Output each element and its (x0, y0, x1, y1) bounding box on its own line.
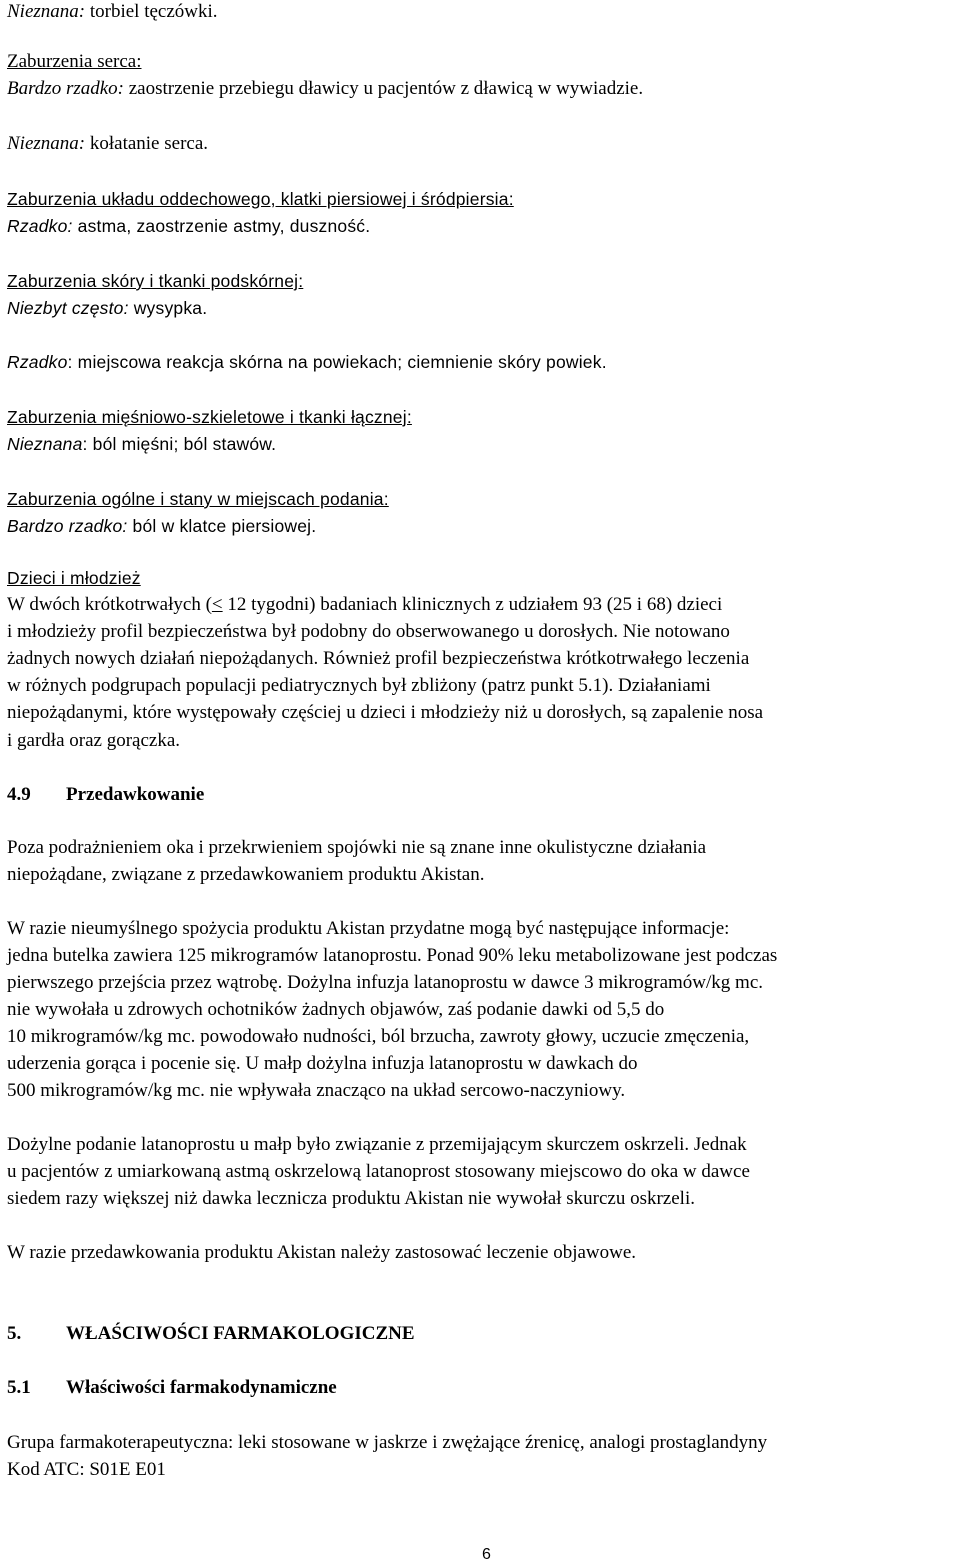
heading-uklad-oddechowy: Zaburzenia układu oddechowego, klatki piersiowej i śródpiersia: (7, 189, 514, 209)
heading-skora: Zaburzenia skóry i tkanki podskórnej: (7, 271, 304, 291)
children-line-2: i młodzieży profil bezpieczeństwa był podobny do obserwowanego u dorosłych. Nie notowano (7, 621, 730, 642)
children-line-4: w różnych podgrupach populacji pediatrycznych był zbliżony (patrz punkt 5.1). Działaniami (7, 675, 711, 696)
page-number: 6 (482, 1546, 491, 1563)
heading-zaburzenia-ogolne: Zaburzenia ogólne i stany w miejscach podania: (7, 489, 389, 509)
p2-line-3: pierwszego przejścia przez wątrobę. Dożylna infuzja latanoprostu w dawce 3 mikrogramów/kg mc. (7, 972, 764, 993)
p5-line-2: Kod ATC: S01E E01 (7, 1459, 166, 1480)
p3-line-3: siedem razy większej niż dawka lecznicza produktu Akistan nie wywołał skurczu oskrzeli. (7, 1188, 695, 1209)
line-bardzo-rzadko: Bardzo rzadko: zaostrzenie przebiegu dławicy u pacjentów z dławicą w wywiadzie. (7, 78, 644, 99)
p2-line-1: W razie nieumyślnego spożycia produktu Akistan przydatne mogą być następujące informacje: (7, 918, 730, 939)
line-rzadko-reakcja: Rzadko: miejscowa reakcja skórna na powiekach; ciemnienie skóry powiek. (7, 352, 607, 372)
p2-line-5: 10 mikrogramów/kg mc. powodowało nudności, ból brzucha, zawroty głowy, uczucie zmęczenia, (7, 1026, 750, 1047)
line-nieznana-torbiel: Nieznana: torbiel tęczówki. (7, 1, 218, 22)
p2-line-7: 500 mikrogramów/kg mc. nie wpływała znacząco na układ sercowo-naczyniowy. (7, 1080, 626, 1101)
line-niezbyt-czesto: Niezbyt często: wysypka. (7, 298, 208, 318)
heading-zaburzenia-serca: Zaburzenia serca: (7, 51, 142, 72)
line-bardzo-rzadko-bol: Bardzo rzadko: ból w klatce piersiowej. (7, 516, 317, 536)
p3-line-1: Dożylne podanie latanoprostu u małp było związanie z przemijającym skurczem oskrzeli. Jednak (7, 1134, 747, 1155)
line-nieznana-bol: Nieznana: ból mięśni; ból stawów. (7, 434, 277, 454)
p2-line-4: nie wywołała u zdrowych ochotników żadnych objawów, zaś podanie dawki od 5,5 do (7, 999, 665, 1020)
heading-dzieci: Dzieci i młodzież (7, 568, 141, 588)
children-line-1: W dwóch krótkotrwałych (< 12 tygodni) badaniach klinicznych z udziałem 93 (25 i 68) dzieci (7, 594, 723, 615)
children-line-3: żadnych nowych działań niepożądanych. Również profil bezpieczeństwa krótkotrwałego leczenia (7, 648, 750, 669)
section-heading-5-1: 5.1 Właściwości farmakodynamiczne (7, 1377, 337, 1398)
p2-line-6: uderzenia gorąca i pocenie się. U małp dożylna infuzja latanoprostu w dawkach do (7, 1053, 638, 1074)
section-heading-4-9: 4.9 Przedawkowanie (7, 784, 205, 805)
section-heading-5: 5. WŁAŚCIWOŚCI FARMAKOLOGICZNE (7, 1323, 415, 1344)
p1-line-2: niepożądane, związane z przedawkowaniem produktu Akistan. (7, 864, 485, 885)
p5-line-1: Grupa farmakoterapeutyczna: leki stosowane w jaskrze i zwężające źrenicę, analogi prostaglandyny (7, 1432, 768, 1453)
children-line-6: i gardła oraz gorączka. (7, 730, 181, 751)
p3-line-2: u pacjentów z umiarkowaną astmą oskrzelową latanoprost stosowany miejscowo do oka w dawce (7, 1161, 750, 1182)
heading-miesniowo: Zaburzenia mięśniowo-szkieletowe i tkanki łącznej: (7, 407, 412, 427)
children-line-5: niepożądanymi, które występowały częściej u dzieci i młodzieży niż u dorosłych, są zapalenie nosa (7, 702, 764, 723)
line-rzadko-astma: Rzadko: astma, zaostrzenie astmy, duszność. (7, 216, 371, 236)
p1-line-1: Poza podrażnieniem oka i przekrwieniem spojówki nie są znane inne okulistyczne działania (7, 837, 707, 858)
p4-line: W razie przedawkowania produktu Akistan należy zastosować leczenie objawowe. (7, 1242, 637, 1263)
line-nieznana-kolatanie: Nieznana: kołatanie serca. (7, 133, 209, 154)
p2-line-2: jedna butelka zawiera 125 mikrogramów latanoprostu. Ponad 90% leku metabolizowane jest podczas (7, 945, 778, 966)
